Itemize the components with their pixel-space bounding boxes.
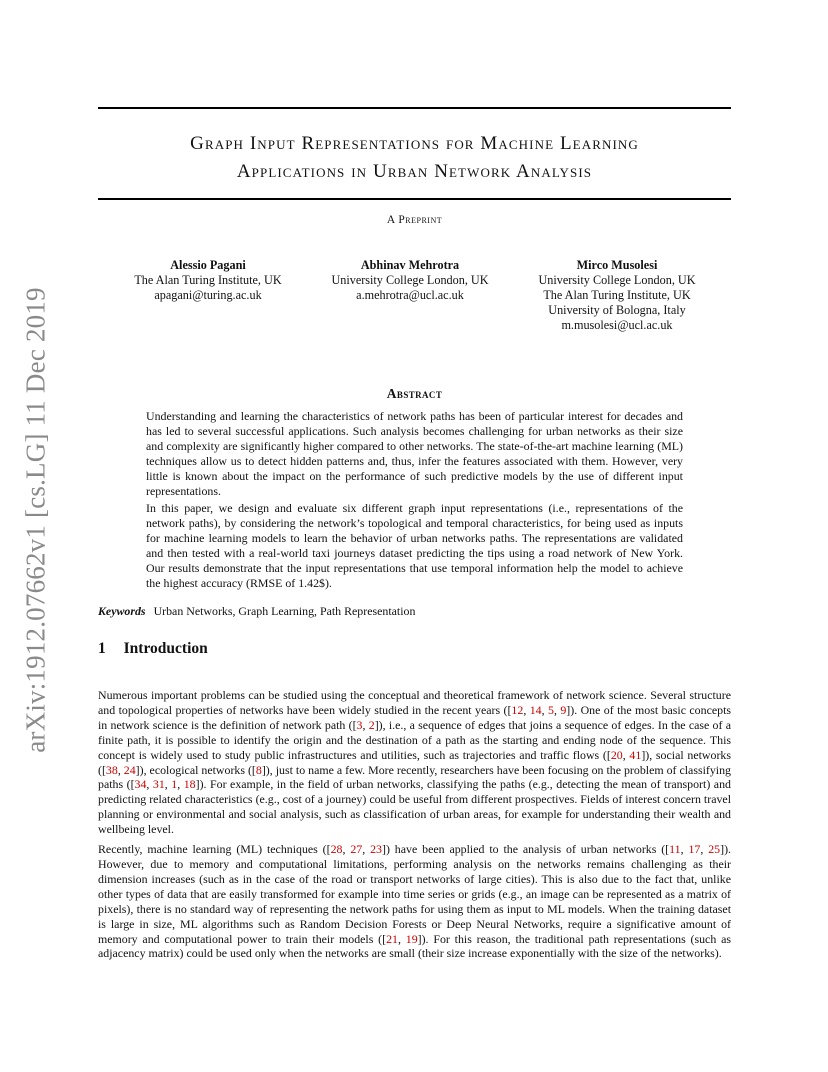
citation-link[interactable]: 41 — [629, 747, 642, 762]
section-heading — [98, 640, 208, 658]
citation-link[interactable]: 34 — [134, 777, 147, 792]
title-top-rule — [98, 107, 731, 109]
abstract-paragraph: In this paper, we design and evaluate six different graph input representations (i.e., representations of the network paths), by considering the network’s topological and temporal characteristics, for being used as inputs for machine learning models to learn the behavior of urban networks paths. The representations are validated and then tested with a real-world taxi journeys dataset predicting the tips using a road network of New York. Our results demonstrate that the input representations that use temporal information help the model to achieve the highest accuracy (RMSE of 1.42$). — [146, 501, 683, 590]
abstract-paragraph: Understanding and learning the characteristics of network paths has been of particular interest for decades and has led to several successful applications. Such analysis becomes challenging for urban networks as their size and complexity are significantly higher compared to other networks. The state-of-the-art machine learning (ML) techniques allow us to detect hidden patterns and, thus, infer the features associated with them. However, very little is known about the impact on the performance of such predictive models by the use of different input representations. — [146, 409, 683, 498]
keywords-text: Urban Networks, Graph Learning, Path Representation — [153, 604, 416, 618]
citation-link[interactable]: 25 — [708, 842, 721, 857]
citation-link[interactable]: 21 — [386, 931, 398, 946]
abstract-heading: Abstract — [386, 386, 443, 401]
introduction-body — [98, 688, 731, 966]
intro-paragraph: Numerous important problems can be studied using the conceptual and theoretical framework of network science. Several structure and topological properties of networks have been widely studied in the recent years ([12, 14, 5, 9]). One of the most basic concepts in network science is the definition of network path ([3, 2]), i.e., a sequence of edges that joins a sequence of edges. In the case of a finite path, it is possible to identify the origin and the destination of a path as the starting and ending node of the sequence. This concept is widely used to study public infrastructures and utilities, such as trajectories and traffic flows ([20, 41]), social networks ([38, 24]), ecological networks ([8]), just to name a few. More recently, researchers have been focusing on the problem of classifying paths ([34, 31, 1, 18]). For example, in the field of urban networks, classifying the paths (e.g., detecting the mean of transport) and predicting related characteristics (e.g., cost of a journey) could be useful from different prospectives. Fields of interest concern travel planning or environmental and social analysis, such as classification of urban areas, for example for understanding their wealth and wellbeing level. — [98, 688, 732, 837]
intro-paragraph: Recently, machine learning (ML) techniques ([28, 27, 23]) have been applied to the analysis of urban networks ([11, 17, 25]). However, due to memory and computational limitations, performing analysis on the networks remains challenging as their dimension increases (such as in the case of the road or transport networks of large cities). This is also due to the fact that, unlike other types of data that are easily transformed for example into time series or grids (e.g., an image can be represented as a matrix of pixels), there is no standard way of representing the network paths for using them as input to ML models. When the training dataset is large in size, ML algorithms such as Random Decision Forests or Deep Neural Networks, require a significative amount of memory and computational power to train their models ([21, 19]). For this reason, the traditional path representations (such as adjacency matrix) could be used only when the networks are small (their size increase exponentially with the size of the networks). — [98, 842, 732, 961]
preprint-label: A Preprint — [386, 214, 443, 226]
author-block-2 — [310, 258, 510, 303]
paper-title-line-2: Applications in Urban Network Analysis — [236, 161, 593, 182]
author-affiliation: The Alan Turing Institute, UK — [134, 273, 282, 287]
abstract-body — [146, 409, 683, 593]
author-email: m.musolesi@ucl.ac.uk — [561, 318, 673, 332]
citation-link[interactable]: 23 — [370, 842, 382, 857]
paper-title — [98, 130, 731, 186]
author-affiliation: University College London, UK — [331, 273, 489, 287]
citation-link[interactable]: 24 — [123, 762, 136, 777]
citation-link[interactable]: 28 — [330, 842, 343, 857]
citation-link[interactable]: 18 — [183, 777, 196, 792]
citation-link[interactable]: 31 — [152, 777, 165, 792]
citation-link[interactable]: 5 — [547, 702, 554, 717]
author-name: Alessio Pagani — [170, 258, 246, 272]
citation-link[interactable]: 1 — [171, 777, 178, 792]
keywords-label: Keywords — [98, 604, 146, 618]
author-email: a.mehrotra@ucl.ac.uk — [356, 288, 464, 302]
citation-link[interactable]: 17 — [688, 842, 701, 857]
citation-link[interactable]: 12 — [511, 702, 524, 717]
author-block-3 — [517, 258, 717, 333]
citation-link[interactable]: 8 — [255, 762, 262, 777]
title-bottom-rule — [98, 198, 731, 200]
citation-link[interactable]: 27 — [350, 842, 363, 857]
citation-link[interactable]: 11 — [669, 842, 681, 857]
author-affiliation: University of Bologna, Italy — [548, 303, 686, 317]
citation-link[interactable]: 19 — [405, 931, 418, 946]
citation-link[interactable]: 2 — [368, 717, 375, 732]
author-name: Mirco Musolesi — [576, 258, 658, 272]
citation-link[interactable]: 3 — [356, 717, 363, 732]
section-number: 1 — [98, 640, 106, 657]
arxiv-identifier-stamp: arXiv:1912.07662v1 [cs.LG] 11 Dec 2019 — [20, 287, 51, 753]
keywords-line — [98, 604, 731, 619]
citation-link[interactable]: 14 — [529, 702, 542, 717]
author-name: Abhinav Mehrotra — [360, 258, 460, 272]
author-affiliation: University College London, UK — [538, 273, 696, 287]
citation-link[interactable]: 9 — [560, 702, 567, 717]
paper-title-line-1: Graph Input Representations for Machine Learning — [190, 133, 639, 154]
author-block-1 — [108, 258, 308, 303]
citation-link[interactable]: 38 — [105, 762, 118, 777]
author-email: apagani@turing.ac.uk — [154, 288, 262, 302]
citation-link[interactable]: 20 — [610, 747, 623, 762]
author-affiliation: The Alan Turing Institute, UK — [543, 288, 691, 302]
section-title: Introduction — [123, 640, 208, 657]
